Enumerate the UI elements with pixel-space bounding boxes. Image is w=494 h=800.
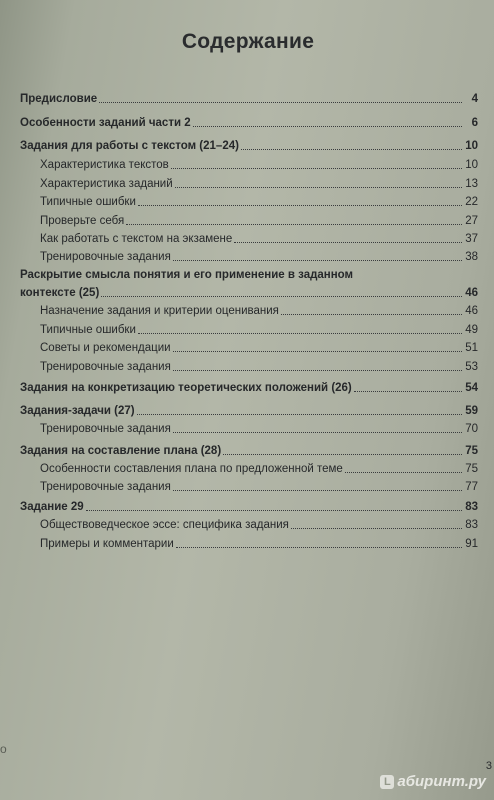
page-number: 3 bbox=[485, 760, 492, 772]
leader-dots bbox=[173, 490, 462, 491]
toc-entry bbox=[20, 250, 478, 264]
toc-entry-label: Задание 29 bbox=[20, 501, 84, 513]
toc-entry-label: Особенности составления плана по предложенной теме bbox=[40, 463, 343, 475]
leader-dots bbox=[291, 528, 462, 529]
toc-entry bbox=[20, 422, 478, 436]
toc-entry-label: Типичные ошибки bbox=[40, 196, 136, 208]
toc-entry bbox=[20, 158, 478, 172]
toc-entry-label: Тренировочные задания bbox=[40, 251, 171, 263]
toc-entry bbox=[20, 480, 478, 494]
toc-entry-label: Характеристика заданий bbox=[40, 178, 173, 190]
page-title: Содержание bbox=[181, 30, 315, 53]
toc-entry-page: 4 bbox=[471, 93, 478, 105]
leader-dots bbox=[173, 370, 462, 371]
leader-dots bbox=[138, 205, 462, 206]
toc-entry-label: Задания на конкретизацию теоретических положений (26) bbox=[20, 382, 352, 394]
toc-entry-label: Проверьте себя bbox=[40, 215, 125, 227]
toc-entry-page: 75 bbox=[465, 463, 478, 475]
toc-entry-label: Предисловие bbox=[20, 93, 98, 105]
leader-dots bbox=[176, 547, 462, 548]
toc-entry bbox=[20, 404, 478, 418]
leader-dots bbox=[138, 333, 462, 334]
toc-entry-page: 49 bbox=[465, 324, 478, 336]
toc-entry-label: Назначение задания и критерии оценивания bbox=[40, 305, 279, 317]
leader-dots bbox=[175, 187, 462, 188]
toc-entry bbox=[20, 360, 478, 374]
toc-entry-label: Обществоведческое эссе: специфика задания bbox=[40, 519, 289, 531]
toc-entry-label: Советы и рекомендации bbox=[40, 342, 171, 354]
toc-entry-page: 6 bbox=[471, 117, 478, 129]
toc-entry-label: контексте (25) bbox=[20, 287, 100, 299]
toc-entry-page: 75 bbox=[465, 445, 478, 457]
toc-entry-label: Тренировочные задания bbox=[40, 423, 171, 435]
toc-entry-page: 10 bbox=[465, 159, 478, 171]
leader-dots bbox=[173, 260, 462, 261]
toc-entry-page: 77 bbox=[465, 481, 478, 493]
toc-entry-page: 27 bbox=[465, 215, 478, 227]
labirint-logo-icon: L bbox=[380, 775, 394, 789]
labirint-watermark bbox=[380, 773, 486, 790]
toc-entry-page: 70 bbox=[465, 423, 478, 435]
toc-entry-label: Задания-задачи (27) bbox=[20, 405, 135, 417]
watermark-text: абиринт.ру bbox=[397, 773, 486, 790]
toc-entry-page: 83 bbox=[465, 501, 478, 513]
toc-entry bbox=[20, 139, 478, 153]
toc-entry-label: Задания на составление плана (28) bbox=[20, 445, 222, 457]
toc-entry bbox=[20, 518, 478, 532]
leader-dots bbox=[137, 414, 462, 415]
toc-entry-label: Задания для работы с текстом (21–24) bbox=[20, 140, 239, 152]
leader-dots bbox=[193, 126, 462, 127]
leader-dots bbox=[345, 472, 462, 473]
toc-entry-page: 46 bbox=[465, 287, 478, 299]
leader-dots bbox=[354, 391, 462, 392]
book-page bbox=[8, 0, 488, 800]
toc-entry-page: 91 bbox=[465, 538, 478, 550]
toc-entry bbox=[20, 323, 478, 337]
toc-entry-page: 38 bbox=[465, 251, 478, 263]
toc-entry bbox=[20, 341, 478, 355]
toc-entry-label: Характеристика текстов bbox=[40, 159, 169, 171]
toc-entry bbox=[20, 232, 478, 246]
toc-entry bbox=[20, 381, 478, 395]
leader-dots bbox=[281, 314, 462, 315]
leader-dots bbox=[241, 149, 462, 150]
toc-entry-label: Тренировочные задания bbox=[40, 361, 171, 373]
toc-entry-page: 83 bbox=[465, 519, 478, 531]
leader-dots bbox=[99, 102, 462, 103]
toc-entry-page: 54 bbox=[465, 382, 478, 394]
leader-dots bbox=[171, 168, 462, 169]
toc-entry bbox=[20, 177, 478, 191]
leader-dots bbox=[234, 242, 462, 243]
toc-entry-page: 10 bbox=[465, 140, 478, 152]
toc-entry bbox=[20, 304, 478, 318]
toc-entry bbox=[20, 195, 478, 209]
toc-entry-page: 22 bbox=[465, 196, 478, 208]
toc-entry-page: 37 bbox=[465, 233, 478, 245]
toc-entry bbox=[20, 286, 478, 300]
toc-entry bbox=[20, 462, 478, 476]
leader-dots bbox=[101, 296, 462, 297]
toc-entry bbox=[20, 500, 478, 514]
toc-entry-label-line1: Раскрытие смысла понятия и его применение в заданном bbox=[20, 269, 354, 281]
toc-entry-label: Типичные ошибки bbox=[40, 324, 136, 336]
leader-dots bbox=[173, 351, 462, 352]
toc-entry-page: 59 bbox=[465, 405, 478, 417]
toc-entry bbox=[20, 537, 478, 551]
toc-entry bbox=[20, 92, 478, 106]
leader-dots bbox=[86, 510, 462, 511]
toc-entry-page: 46 bbox=[465, 305, 478, 317]
toc-entry-label: Как работать с текстом на экзамене bbox=[40, 233, 233, 245]
page-edge-mark: о bbox=[0, 742, 7, 756]
toc-entry-label: Примеры и комментарии bbox=[40, 538, 174, 550]
toc-entry-page: 51 bbox=[465, 342, 478, 354]
toc-entry bbox=[20, 116, 478, 130]
toc-entry bbox=[20, 214, 478, 228]
leader-dots bbox=[173, 432, 462, 433]
toc-entry-label: Тренировочные задания bbox=[40, 481, 171, 493]
toc-entry-page: 13 bbox=[465, 178, 478, 190]
toc-entry-page: 53 bbox=[465, 361, 478, 373]
leader-dots bbox=[126, 224, 462, 225]
toc-entry bbox=[20, 444, 478, 458]
leader-dots bbox=[223, 454, 462, 455]
toc-entry-label: Особенности заданий части 2 bbox=[20, 117, 191, 129]
